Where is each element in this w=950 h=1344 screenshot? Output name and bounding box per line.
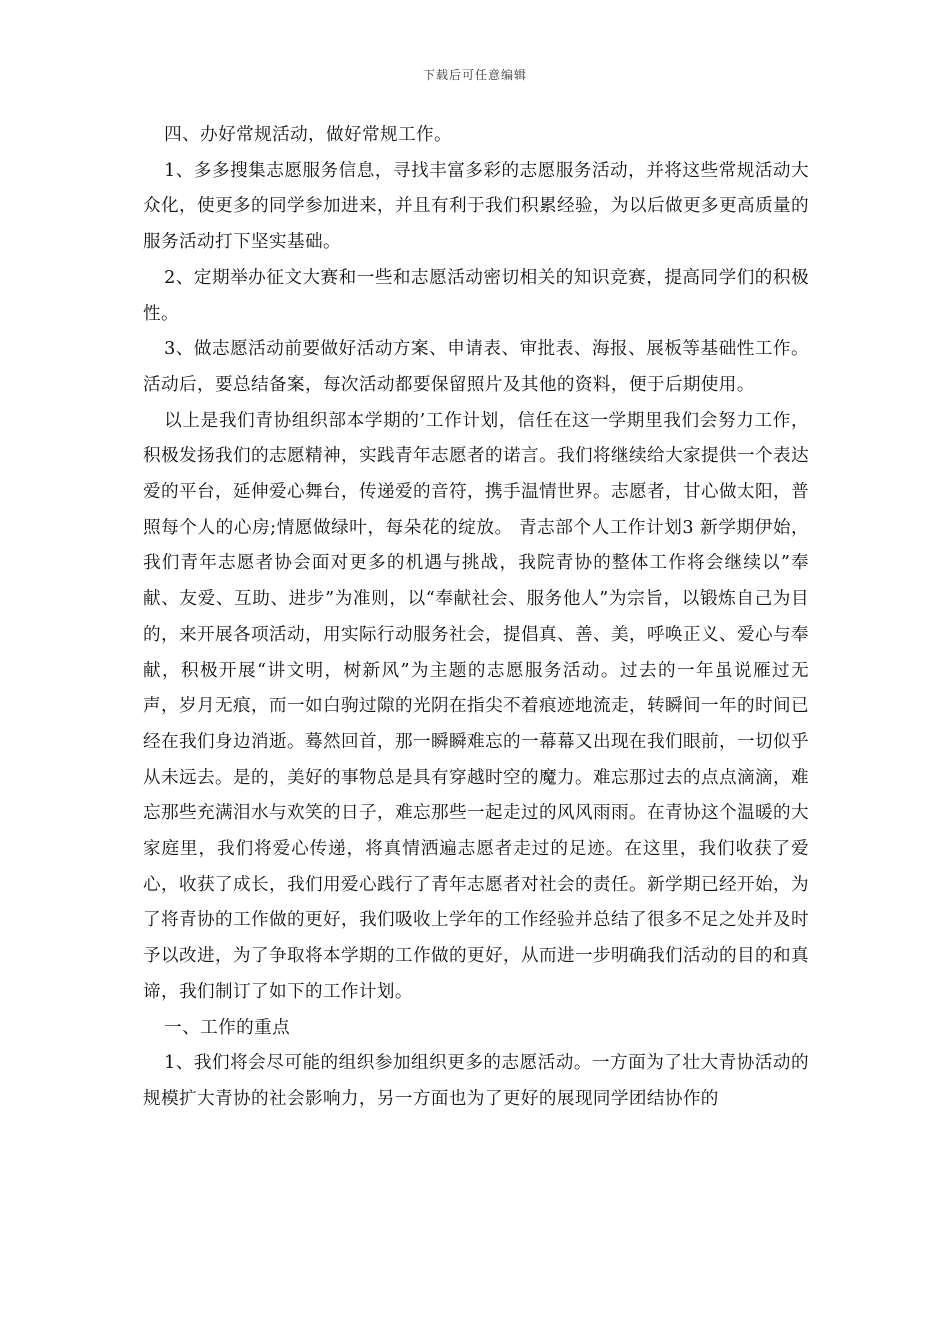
document-body xyxy=(143,118,809,1118)
section-heading-focus: 一、工作的重点 xyxy=(164,1017,291,1038)
paragraph-item-1: 1、多多搜集志愿服务信息，寻找丰富多彩的志愿服务活动，并将这些常规活动大众化，使更多的同学参加进来，并且有利于我们积累经验，为以后做更多更高质量的服务活动打下坚实基础。 xyxy=(143,160,809,253)
section-heading-routine: 四、办好常规活动，做好常规工作。 xyxy=(164,125,453,145)
paragraph-summary: 以上是我们青协组织部本学期的’工作计划，信任在这一学期里我们会努力工作，积极发扬我们的志愿精神，实践青年志愿者的诺言。我们将继续给大家提供一个表达爱的平台，延伸爱心舞台，传递爱的音符，携手温情世界。志愿者，甘心做太阳，普照每个人的心房;情愿做绿叶，每朵花的绽放。 青志部个人工作计划3 新学期伊始，我们青年志愿者协会面对更多的机遇与挑战，我院青协的整体工作将会继续以”奉献、友爱、互助、进步”为准则，以“奉献社会、服务他人”为宗旨，以锻炼自己为目的，来开展各项活动，用实际行动服务社会，提倡真、善、美，呼唤正义、爱心与奉献，积极开展“讲文明，树新风”为主题的志愿服务活动。过去的一年虽说雁过无声，岁月无痕，而一如白驹过隙的光阴在指尖不着痕迹地流走，转瞬间一年的时间已经在我们身边消逝。蓦然回首，那一瞬瞬难忘的一幕幕又出现在我们眼前，一切似乎从未远去。是的，美好的事物总是具有穿越时空的魔力。难忘那过去的点点滴滴，难忘那些充满泪水与欢笑的日子，难忘那些一起走过的风风雨雨。在青协这个温暖的大家庭里，我们将爱心传递，将真情洒遍志愿者走过的足迹。在这里，我们收获了爱心，收获了成长，我们用爱心践行了青年志愿者对社会的责任。新学期已经开始，为了将青协的工作做的更好，我们吸收上学年的工作经验并总结了很多不足之处并及时予以改进，为了争取将本学期的工作做的更好，从而进一步明确我们活动的目的和真谛，我们制订了如下的工作计划。 xyxy=(143,410,809,1002)
paragraph-item-3: 3、做志愿活动前要做好活动方案、申请表、审批表、海报、展板等基础性工作。活动后，要总结备案，每次活动都要保留照片及其他的资料，便于后期使用。 xyxy=(143,339,809,395)
paragraph-item-2: 2、定期举办征文大赛和一些和志愿活动密切相关的知识竞赛，提高同学们的积极性。 xyxy=(143,267,809,324)
paragraph-focus-1: 1、我们将会尽可能的组织参加组织更多的志愿活动。一方面为了壮大青协活动的规模扩大青协的社会影响力，另一方面也为了更好的展现同学团结协作的 xyxy=(143,1053,809,1109)
page-header: 下载后可任意编辑 xyxy=(422,68,527,82)
